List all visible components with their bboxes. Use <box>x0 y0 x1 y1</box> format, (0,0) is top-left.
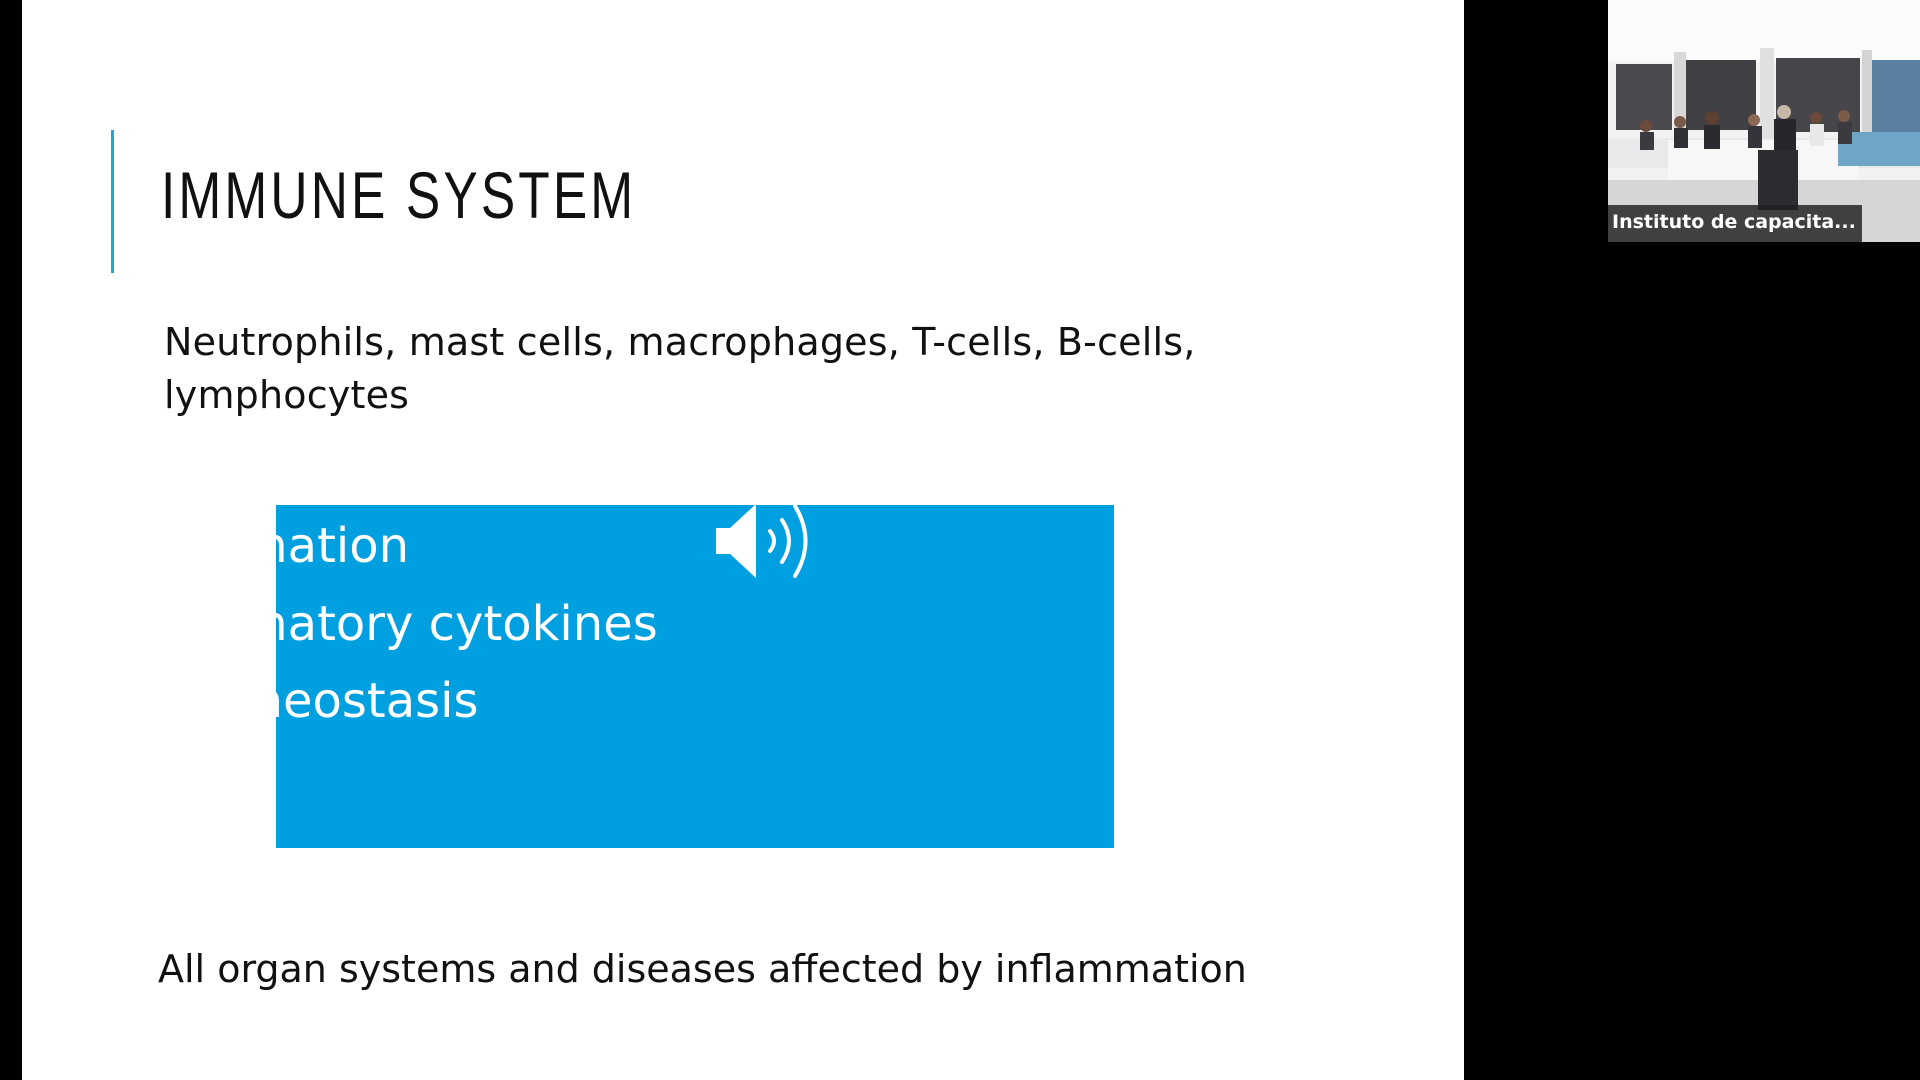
effect-label: Inflammation <box>89 518 410 574</box>
down-arrow-icon: ↓ <box>34 595 76 653</box>
effect-item-homeostasis <box>34 668 478 734</box>
immune-cells-text: Neutrophils, mast cells, macrophages, T-cells, B-cells, lymphocytes <box>164 320 1196 417</box>
shared-slide <box>22 0 1464 1080</box>
participant-name-label: Instituto de capacita... <box>1608 205 1862 242</box>
effect-item-cytokines <box>34 591 658 657</box>
effect-label: Inflammatory cytokines <box>89 596 658 652</box>
effect-item-inflammation <box>34 513 409 579</box>
speaker-volume-icon[interactable] <box>712 498 818 584</box>
participant-video-tile[interactable] <box>1608 0 1920 242</box>
footer-text: All organ systems and diseases affected by inflammation <box>158 947 1247 991</box>
slide-title: IMMUNE SYSTEM <box>161 158 637 232</box>
down-arrow-icon: ↓ <box>34 517 76 575</box>
title-accent-rule <box>111 130 114 273</box>
effect-label: T cell homeostasis <box>34 673 479 729</box>
